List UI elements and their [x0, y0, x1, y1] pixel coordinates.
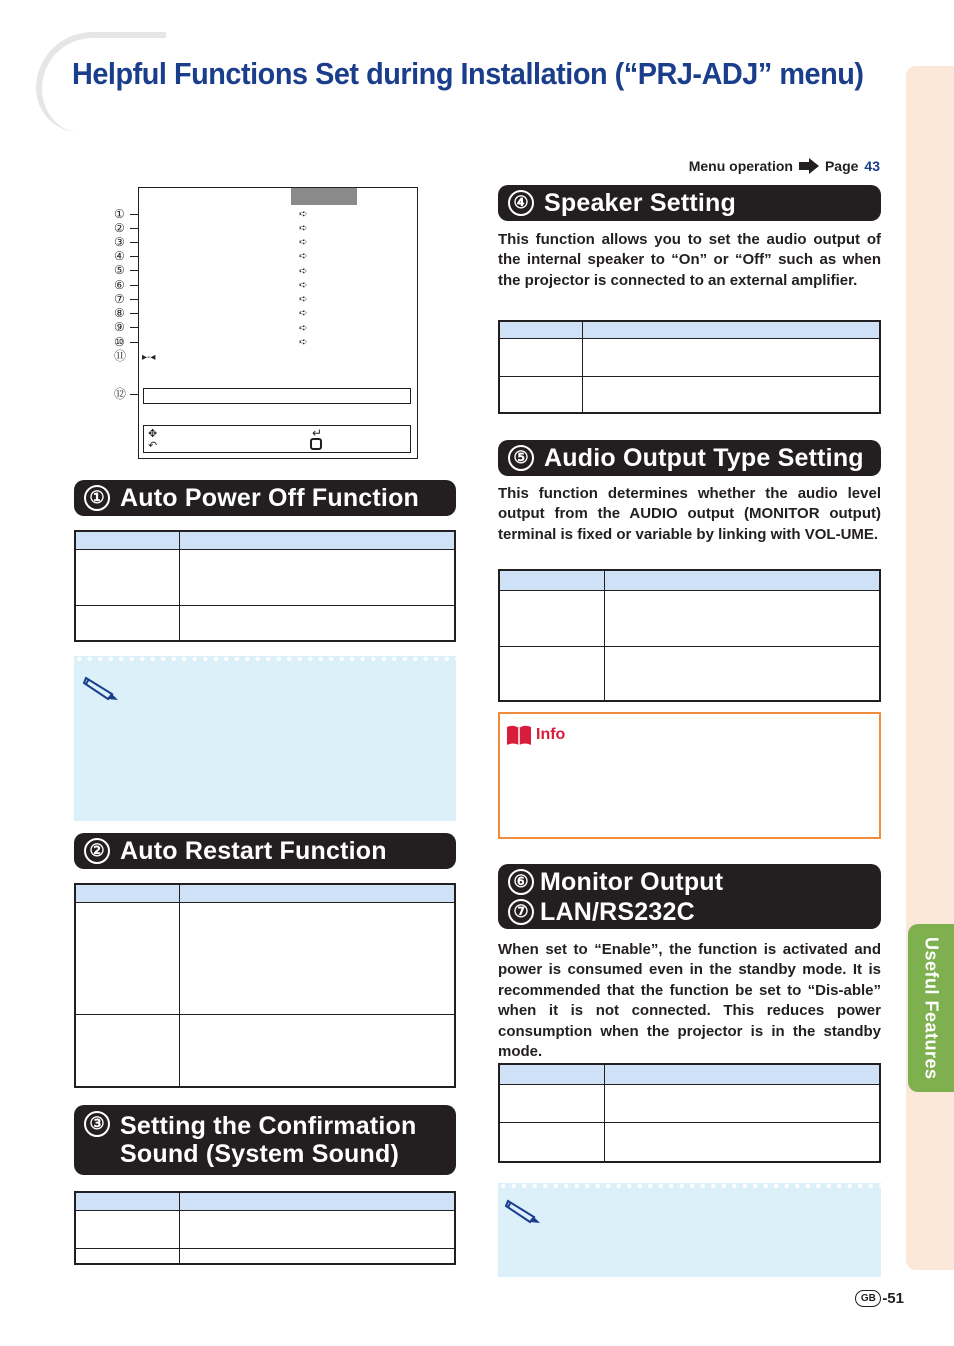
- section-number: ⑥: [508, 869, 534, 895]
- submenu-arrow-icon: ➪: [299, 266, 308, 277]
- speaker-setting-table: [498, 320, 881, 414]
- pencil-note-icon: [82, 672, 122, 702]
- section-system-sound: [74, 1105, 456, 1175]
- section-number: ③: [84, 1111, 110, 1137]
- speaker-setting-description: This function allows you to set the audio output of the internal speaker to “On” or “Off” such as when the projector is connected to an external amplifier.: [498, 231, 881, 289]
- section-number: ④: [508, 190, 534, 216]
- section-title-monitor-output: Monitor Output: [540, 867, 724, 896]
- adjust-arrows-icon: ▸‑◂: [142, 352, 156, 363]
- note-box: [74, 656, 456, 821]
- submenu-arrow-icon: ➪: [299, 209, 308, 220]
- section-number: ⑦: [508, 899, 534, 925]
- menu-marker: ③: [114, 235, 125, 249]
- menu-marker: ①: [114, 207, 125, 221]
- menu-button-icon: [310, 438, 322, 450]
- section-title: Auto Power Off Function: [120, 484, 420, 512]
- section-monitor-lan: [498, 864, 881, 929]
- table-header: [500, 1065, 879, 1085]
- monitor-lan-description: When set to “Enable”, the function is activated and power is consumed even in the standby mode. It is recommended that the function be set to “Dis-able” when it is not connected. This reduces power consumption when the projector is in the standby mode.: [498, 941, 881, 1061]
- table-row-divider: [76, 605, 454, 606]
- system-sound-table: [74, 1191, 456, 1265]
- note-dots: [498, 1183, 881, 1189]
- page-number: [855, 1290, 904, 1307]
- table-column-divider: [604, 571, 605, 700]
- section-number: ②: [84, 838, 110, 864]
- submenu-arrow-icon: ➪: [299, 308, 308, 319]
- page-number-text: -51: [882, 1290, 904, 1307]
- submenu-arrow-icon: ➪: [299, 237, 308, 248]
- book-icon: [506, 724, 532, 746]
- menu-marker: ⑦: [114, 292, 125, 306]
- table-header: [76, 1193, 454, 1211]
- table-row-divider: [500, 1122, 879, 1123]
- table-column-divider: [604, 1065, 605, 1161]
- menu-marker: ⑨: [114, 320, 125, 334]
- section-auto-power-off: [74, 480, 456, 516]
- menu-footer: [143, 425, 411, 453]
- note-box: [498, 1183, 881, 1277]
- menu-marker: ⑫: [114, 387, 127, 401]
- submenu-arrow-icon: ➪: [299, 294, 308, 305]
- section-title: Audio Output Type Setting: [544, 444, 864, 472]
- section-title-lan-rs232c: LAN/RS232C: [540, 897, 695, 926]
- section-title-line2: Sound (System Sound): [120, 1140, 399, 1168]
- arrow-right-icon: [799, 158, 819, 174]
- table-header: [500, 571, 879, 591]
- menu-marker: ⑪: [114, 349, 127, 363]
- page-title: Helpful Functions Set during Installation (“PRJ-ADJ” menu): [72, 56, 864, 91]
- return-icon: ↶: [148, 440, 158, 452]
- submenu-arrow-icon: ➪: [299, 251, 308, 262]
- submenu-arrow-icon: ➪: [299, 323, 308, 334]
- menu-tab-highlight: [291, 188, 357, 205]
- navigate-icon: ✥: [148, 428, 158, 440]
- table-column-divider: [179, 885, 180, 1086]
- enter-icon: ↵: [312, 426, 323, 440]
- pencil-note-icon: [504, 1195, 544, 1225]
- section-auto-restart: [74, 833, 456, 869]
- menu-marker: ⑤: [114, 263, 125, 277]
- section-title: Speaker Setting: [544, 189, 736, 217]
- section-number: ①: [84, 485, 110, 511]
- section-title-line1: Setting the Confirmation: [120, 1112, 417, 1140]
- table-row-divider: [500, 376, 879, 377]
- menu-marker: ⑧: [114, 306, 125, 320]
- monitor-lan-table: [498, 1063, 881, 1163]
- table-row-divider: [76, 1248, 454, 1249]
- audio-output-type-description: This function determines whether the audio level output from the AUDIO output (MONITOR output) terminal is fixed or variable by linking with VOL-UME.: [498, 485, 881, 543]
- table-row-divider: [500, 646, 879, 647]
- side-tab-label: Useful Features: [921, 936, 942, 1080]
- audio-output-type-table: [498, 569, 881, 702]
- table-column-divider: [179, 532, 180, 640]
- menu-screen: [138, 187, 418, 459]
- section-title: Auto Restart Function: [120, 837, 387, 865]
- table-header: [76, 532, 454, 550]
- section-number: ⑤: [508, 445, 534, 471]
- table-row-divider: [76, 1014, 454, 1015]
- auto-restart-table: [74, 883, 456, 1088]
- info-box: [498, 712, 881, 839]
- table-column-divider: [582, 322, 583, 412]
- region-badge: GB: [855, 1290, 881, 1307]
- page-label: Page: [824, 158, 859, 174]
- menu-text-field: [143, 388, 411, 404]
- submenu-arrow-icon: ➪: [299, 223, 308, 234]
- table-header: [500, 322, 879, 339]
- menu-marker: ④: [114, 249, 125, 263]
- section-audio-output-type: [498, 440, 881, 476]
- menu-marker: ②: [114, 221, 125, 235]
- menu-marker: ⑩: [114, 335, 125, 349]
- auto-power-off-table: [74, 530, 456, 642]
- submenu-arrow-icon: ➪: [299, 337, 308, 348]
- menu-operation-label: Menu operation: [688, 158, 793, 174]
- table-column-divider: [179, 1193, 180, 1263]
- menu-operation-ref: [689, 158, 880, 174]
- side-tab-useful-features: [908, 924, 954, 1092]
- note-dots: [74, 656, 456, 662]
- page-link[interactable]: 43: [864, 158, 880, 174]
- info-label: Info: [536, 726, 566, 743]
- submenu-arrow-icon: ➪: [299, 280, 308, 291]
- section-speaker-setting: [498, 185, 881, 221]
- menu-marker: ⑥: [114, 278, 125, 292]
- table-header: [76, 885, 454, 903]
